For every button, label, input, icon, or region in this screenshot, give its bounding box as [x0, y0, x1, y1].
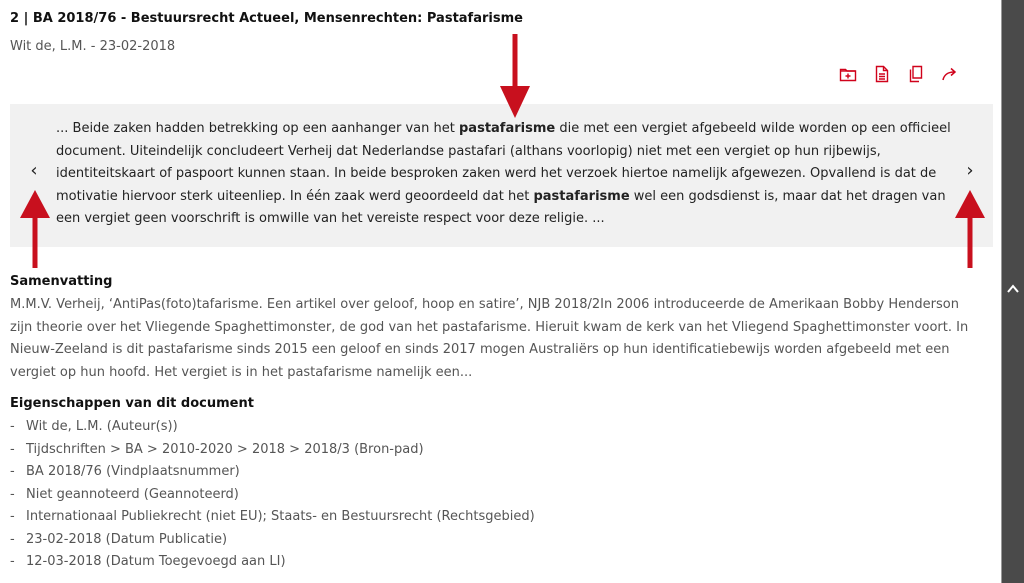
list-item — [10, 461, 535, 484]
property-value: Internationaal Publiekrecht (niet EU); Staats- en Bestuursrecht (Rechtsgebied) — [26, 509, 535, 524]
snippet-box — [10, 104, 993, 247]
bullet: - — [10, 509, 15, 524]
snippet-highlight: pastafarisme — [533, 188, 630, 204]
list-item — [10, 506, 535, 529]
property-value: Tijdschriften > BA > 2010-2020 > 2018 > 2018/3 (Bron-pad) — [26, 441, 424, 457]
annotation-arrow-up-icon — [955, 190, 985, 268]
bullet: - — [10, 554, 15, 569]
summary-text: M.M.V. Verheij, ‘AntiPas(foto)tafarisme. Een artikel over geloof, hoop en satire’, NJB 2018/2In 2006 introduceerde de Amerikaan Bobby Henderson zijn theorie over het Vliegende Spaghettimonster, de god van het pastafarisme. Hieruit kwam de kerk van het Vliegend Spaghettimonster voort. In Nieuw-Zeeland is dit pastafarisme sinds 2015 een geloof en sinds 2017 mogen Australiërs op hun identificatiebewijs worden afgebeeld met een vergiet op hun hoofd. Het vergiet is in het pastafarisme namelijk een... — [10, 297, 969, 380]
share-icon[interactable] — [940, 64, 960, 84]
document-icon[interactable] — [872, 64, 892, 84]
property-value: 23-02-2018 (Datum Publicatie) — [26, 531, 228, 547]
snippet-segment: die met een vergiet afgebeeld wilde worden op een officieel document. Uiteindelijk concludeert Verheij dat Nederlandse pastafari (althans voorlopig) niet met een vergiet op hun rijbewijs, identiteitskaart of paspoort kunnen staan. In beide besproken zaken werd het verzoek hiertoe namelijk afgewezen. Opvallend is dat de motivatie hiervoor sterk uiteenliep. In één zaak werd geoordeeld dat het — [56, 121, 951, 204]
list-item — [10, 529, 535, 552]
snippet-segment: ... Beide zaken hadden betrekking op een aanhanger van het — [56, 121, 459, 136]
property-value: Wit de, L.M. (Auteur(s)) — [26, 419, 178, 434]
summary-heading: Samenvatting — [10, 274, 113, 289]
annotation-arrow-up-icon — [20, 190, 50, 268]
properties-heading: Eigenschappen van dit document — [10, 396, 254, 411]
folder-add-icon[interactable] — [838, 64, 858, 84]
previous-snippet-button[interactable]: ‹ — [30, 160, 38, 181]
annotation-arrow-down-icon — [500, 34, 530, 120]
bullet: - — [10, 441, 15, 457]
snippet-highlight: pastafarisme — [459, 121, 556, 136]
list-item — [10, 416, 535, 439]
bullet: - — [10, 531, 15, 547]
property-value: Niet geannoteerd (Geannoteerd) — [26, 486, 239, 502]
bullet: - — [10, 486, 15, 502]
list-item — [10, 484, 535, 507]
property-value: 12-03-2018 (Datum Toegevoegd aan LI) — [26, 554, 286, 569]
copy-icon[interactable] — [906, 64, 926, 84]
chevron-up-icon[interactable] — [1005, 281, 1021, 297]
properties-list — [10, 416, 535, 574]
next-snippet-button[interactable]: › — [966, 160, 974, 181]
bullet: - — [10, 419, 15, 434]
snippet-text — [56, 118, 956, 231]
list-item — [10, 551, 535, 574]
scroll-rail[interactable] — [1002, 0, 1024, 583]
snippet-segment: wel een godsdienst is, maar dat het dragen van een vergiet geen voorschrift is omwille van het vereiste respect voor deze religie. ... — [56, 188, 946, 226]
property-value: BA 2018/76 (Vindplaatsnummer) — [26, 464, 240, 479]
bullet: - — [10, 464, 15, 479]
list-item — [10, 439, 535, 462]
result-title[interactable]: 2 | BA 2018/76 - Bestuursrecht Actueel, Mensenrechten: Pastafarisme — [10, 11, 523, 26]
result-meta: Wit de, L.M. - 23-02-2018 — [10, 39, 176, 54]
result-toolbar — [838, 62, 988, 86]
